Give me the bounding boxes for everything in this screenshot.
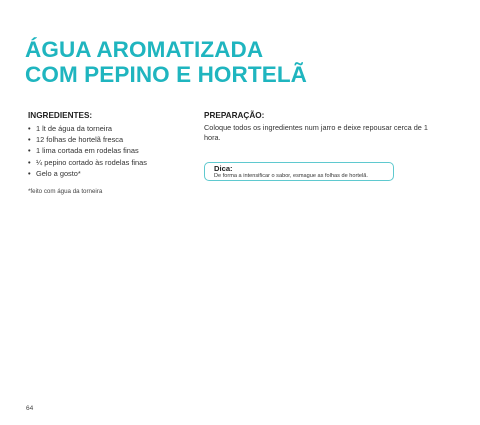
ingredients-list (28, 123, 188, 179)
tip-title: Dica: (214, 164, 233, 173)
recipe-title-line-1: ÁGUA AROMATIZADA (25, 37, 264, 62)
ingredient-text: 12 folhas de hortelã fresca (36, 135, 124, 145)
ingredient-item (28, 134, 188, 145)
ingredients-heading: INGREDIENTES: (28, 111, 93, 120)
ingredient-text: Gelo a gosto* (36, 168, 81, 178)
ingredient-text: ¼ pepino cortado às rodelas finas (36, 157, 147, 167)
ingredient-text: 1 lima cortada em rodelas finas (36, 146, 139, 156)
ingredient-item (28, 123, 188, 134)
preparation-text: Coloque todos os ingredientes num jarro e deixe repousar cerca de 1 hora. (204, 123, 428, 142)
tip-box (204, 162, 394, 181)
bullet: • (28, 135, 31, 145)
bullet: • (28, 146, 31, 156)
ingredient-item (28, 145, 188, 156)
tip-text: De forma a intensificar o sabor, esmague as folhas de hortelã. (214, 173, 368, 180)
preparation-heading: PREPARAÇÃO: (204, 111, 265, 120)
ingredient-text: 1 lt de água da torneira (36, 124, 113, 133)
ingredient-item (28, 168, 188, 179)
ingredient-item (28, 157, 188, 168)
bullet: • (28, 157, 31, 167)
recipe-title (25, 37, 307, 87)
ingredients-section (28, 110, 188, 195)
page-number: 64 (26, 405, 34, 412)
bullet: • (28, 168, 31, 178)
recipe-title-line-2: COM PEPINO E HORTELÃ (25, 62, 308, 87)
bullet: • (28, 124, 31, 133)
ingredients-footnote: *feito com água da torneira (28, 188, 103, 196)
preparation-section (204, 110, 429, 142)
